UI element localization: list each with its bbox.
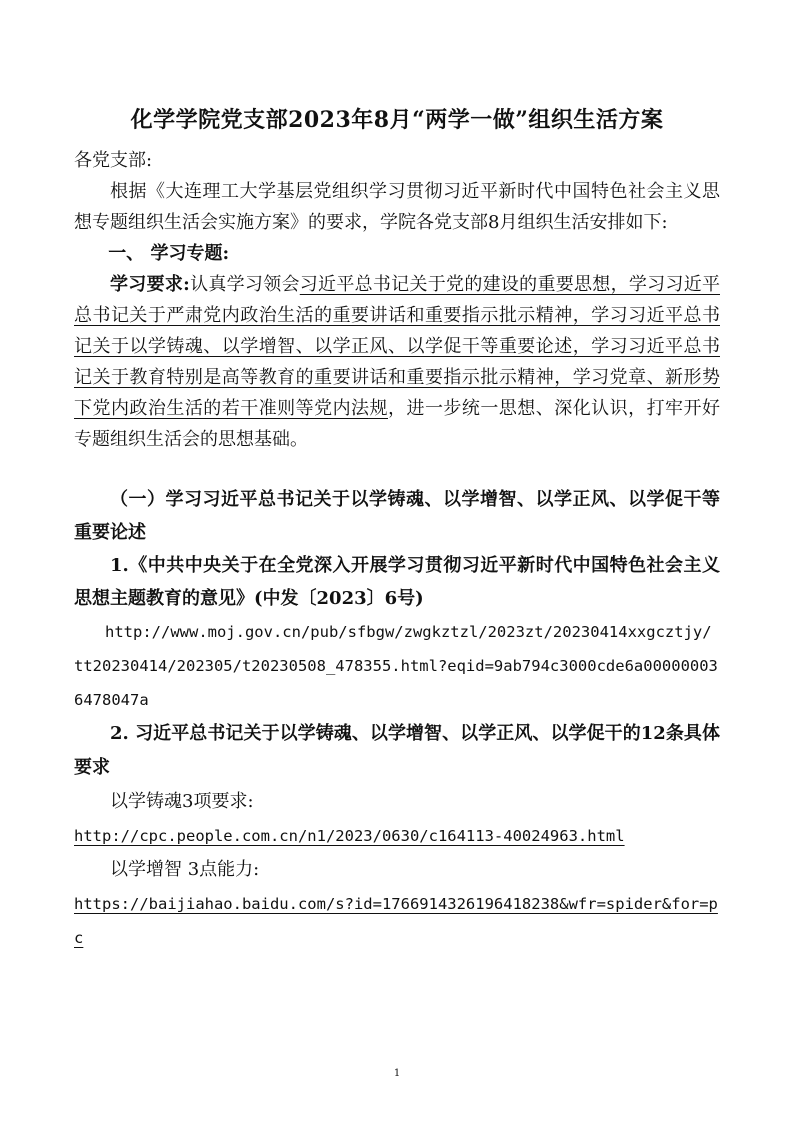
study-soul-label: 以学铸魂3项要求: [110,791,254,812]
item-1-heading: 1.《中共中央关于在全党深入开展学习贯彻习近平新时代中国特色社会主义思想主题教育的意见》(中发〔2023〕6号) [74,555,720,609]
page-number: 1 [393,1068,401,1079]
greeting: 各党支部: [74,150,153,171]
subsection-heading-1: （一）学习习近平总书记关于以学铸魂、以学增智、以学正风、以学促干等重要论述 [74,489,720,543]
study-requirements-paragraph [74,269,720,455]
document-body [74,145,720,955]
study-wisdom-label: 以学增智 3点能力: [110,859,260,880]
requirements-text-end: ，进一步统一思想、深化认识，打牢开好专题组织生活会的思想基础。 [74,398,720,450]
requirements-underlined-text: 习近平总书记关于党的建设的重要思想，学习习近平总书记关于严肃党内政治生活的重要讲话和重要指示批示精神，学习习近平总书记关于以学铸魂、以学增智、以学正风、以学促干等重要论述，学习习近平总书记关于教育特别是高等教育的重要讲话和重要指示批示精神，学习党章、新形势下党内政治生活的若干准则等党内法规 [74,274,720,419]
item-2-heading: 2. 习近平总书记关于以学铸魂、以学增智、以学正风、以学促干的12条具体要求 [74,723,720,778]
intro-paragraph: 根据《大连理工大学基层党组织学习贯彻习近平新时代中国特色社会主义思想专题组织生活会实施方案》的要求，学院各党支部8月组织生活安排如下: [74,181,720,233]
document-title: 化学学院党支部2023年8月“两学一做”组织生活方案 [130,107,664,133]
study-soul-link[interactable]: http://cpc.people.com.cn/n1/2023/0630/c164113-40024963.html [74,827,625,845]
requirements-text-start: 认真学习领会 [189,274,300,295]
requirements-label: 学习要求: [110,274,190,295]
study-wisdom-link[interactable]: https://baijiahao.baidu.com/s?id=1766914326196418238&wfr=spider&for=pc [74,895,718,947]
item-1-url: http://www.moj.gov.cn/pub/sfbgw/zwgkztzl/2023zt/20230414xxgcztjy/tt20230414/202305/t20230508_478355.html?eqid=9ab794c3000cde6a000000036478047a [74,623,718,709]
section-heading-study-topic: 一、 学习专题: [108,243,230,264]
